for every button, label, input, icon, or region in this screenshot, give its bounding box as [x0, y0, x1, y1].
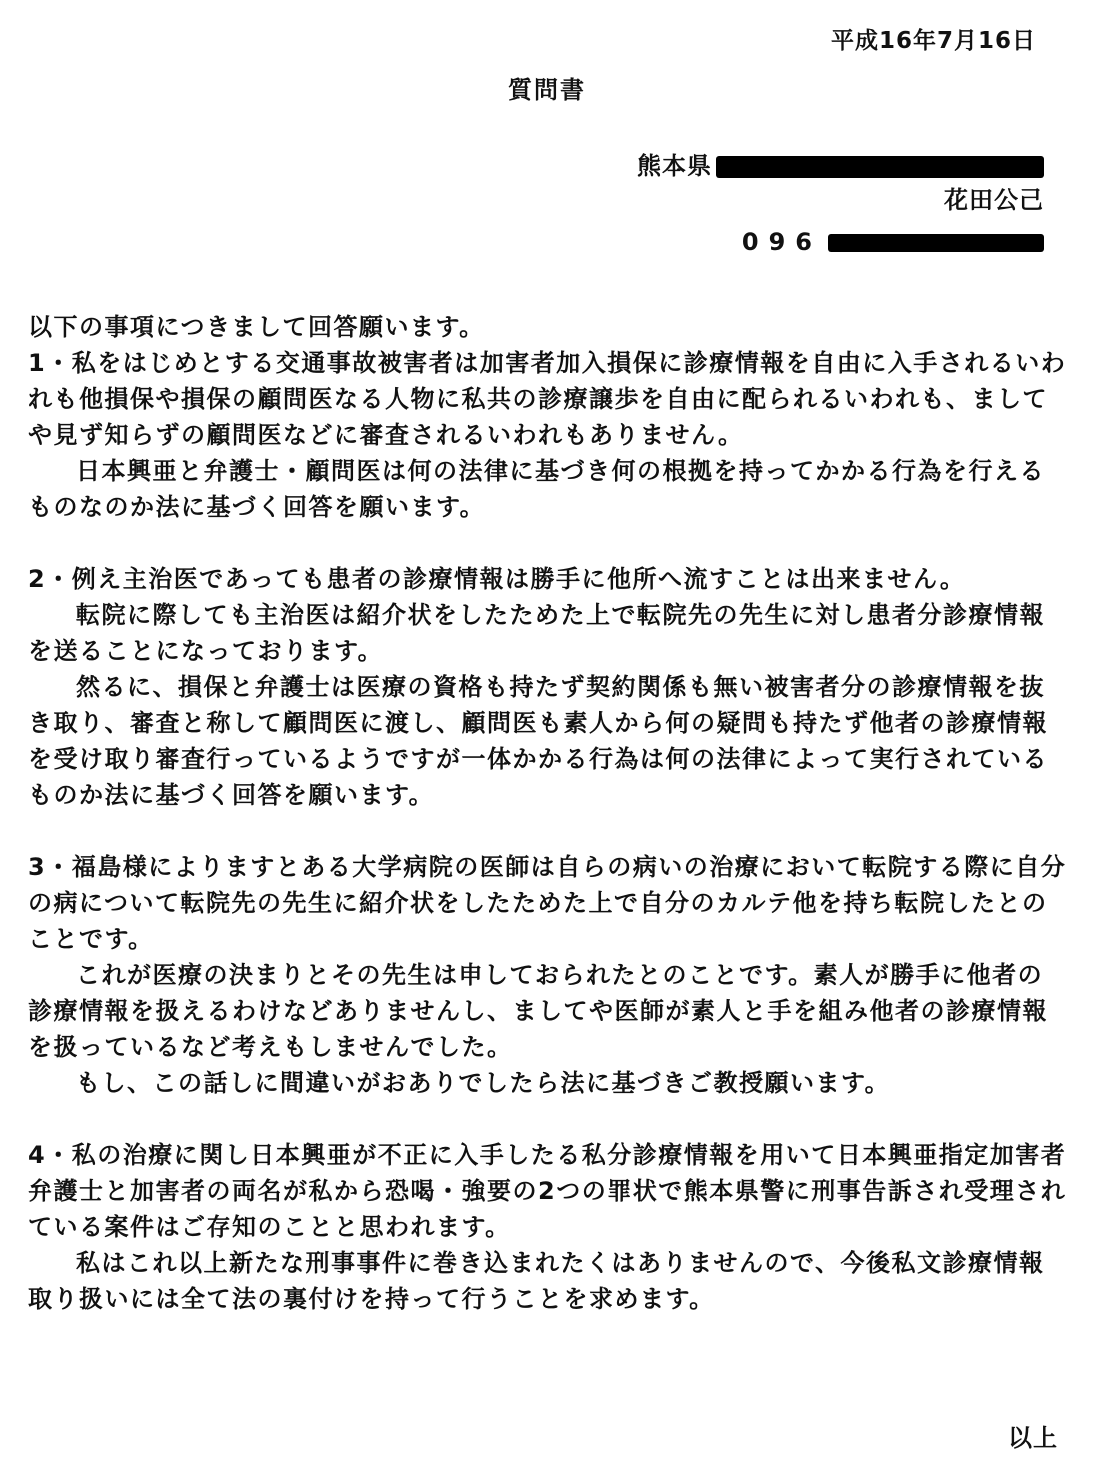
item3-paragraph-3: もし、この話しに間違いがおありでしたら法に基づきご教授願います。 — [76, 1069, 891, 1097]
section-spacer — [28, 525, 1068, 561]
redaction-bar-address — [716, 156, 1044, 178]
sender-phone — [742, 228, 1044, 256]
item2-paragraph-1: 2・例え主治医であっても患者の診療情報は勝手に他所へ流すことは出来ません。 — [28, 565, 966, 593]
sender-address — [637, 146, 1044, 181]
item1-paragraph-2: 日本興亜と弁護士・顧問医は何の法律に基づき何の根拠を持ってかかる行為を行えるものなのか法に基づく回答を願います。 — [28, 457, 1045, 521]
item1-paragraph-1: 1・私をはじめとする交通事故被害者は加害者加入損保に診療情報を自由に入手されるいわれも他損保や損保の顧問医なる人物に私共の診療譲歩を自由に配られるいわれも、ましてや見ず知らずの顧問医などに審査されるいわれもありません。 — [28, 349, 1067, 449]
item2-paragraph-3: 然るに、損保と弁護士は医療の資格も持たず契約関係も無い被害者分の診療情報を抜き取り、審査と称して顧問医に渡し、顧問医も素人から何の疑問も持たず他者の診療情報を受け取り審査行っているようですが一体かかる行為は何の法律によって実行されているものか法に基づく回答を願います。 — [28, 673, 1048, 809]
section-spacer — [28, 813, 1068, 849]
redaction-bar-phone — [828, 234, 1044, 252]
sender-address-prefix: 熊本県 — [637, 152, 712, 180]
document-body — [28, 309, 1068, 1317]
section-spacer — [28, 1101, 1068, 1137]
sender-phone-prefix: 096 — [741, 228, 822, 256]
intro-paragraph: 以下の事項につきまして回答願います。 — [28, 313, 485, 341]
item3-paragraph-1: 3・福島様によりますとある大学病院の医師は自らの病いの治療において転院する際に自分の病について転院先の先生に紹介状をしたためた上で自分のカルテ他を持ち転院したとのことです。 — [28, 853, 1067, 953]
sender-name: 花田公己 — [944, 186, 1044, 214]
item3-paragraph-2: これが医療の決まりとその先生は申しておられたとのことです。素人が勝手に他者の診療情報を扱えるわけなどありませんし、ましてや医師が素人と手を組み他者の診療情報を扱っているなど考えもしませんでした。 — [28, 961, 1048, 1061]
item4-paragraph-1: 4・私の治療に関し日本興亜が不正に入手したる私分診療情報を用いて日本興亜指定加害者弁護士と加害者の両名が私から恐喝・強要の2つの罪状で熊本県警に刑事告訴され受理されている案件はご存知のことと思われます。 — [28, 1141, 1067, 1241]
closing-mark: 以上 — [1008, 1424, 1058, 1452]
document-title: 質問書 — [508, 76, 586, 104]
document-date: 平成16年7月16日 — [830, 28, 1036, 54]
item4-paragraph-2: 私はこれ以上新たな刑事事件に巻き込まれたくはありませんので、今後私文診療情報取り扱いには全て法の裏付けを持って行うことを求めます。 — [28, 1249, 1045, 1313]
item2-paragraph-2: 転院に際しても主治医は紹介状をしたためた上で転院先の先生に対し患者分診療情報を送ることになっております。 — [28, 601, 1045, 665]
